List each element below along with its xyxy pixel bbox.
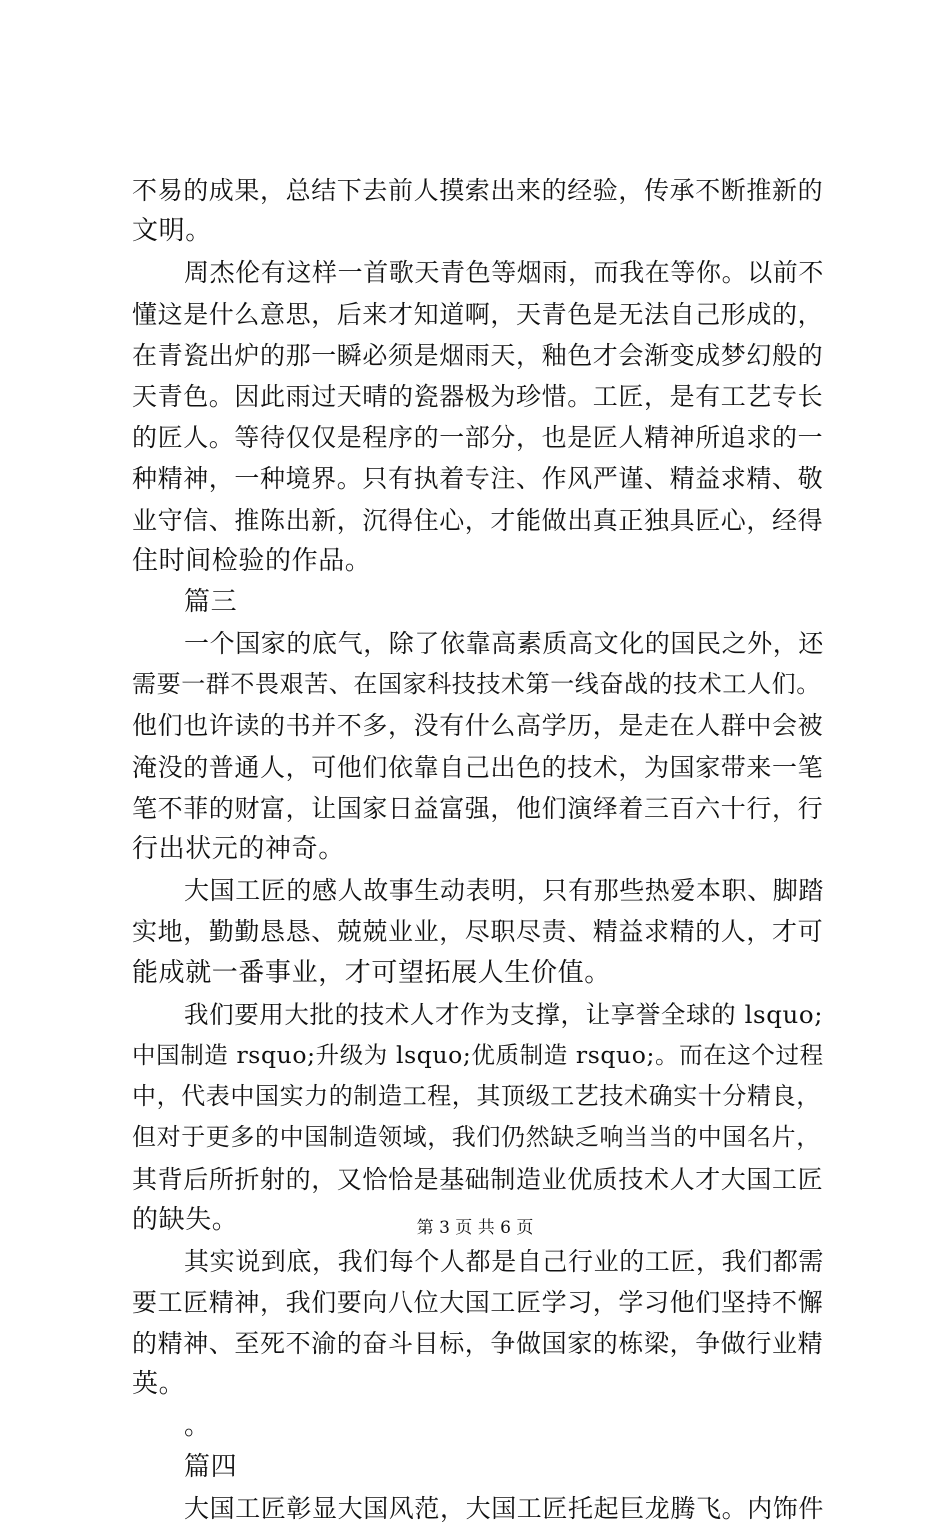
text-line: 篇四 xyxy=(184,1451,238,1482)
text-line: 文明。 xyxy=(132,216,212,247)
text-line: 住时间检验的作品。 xyxy=(132,545,372,576)
text-line: 大国工匠的感人故事生动表明，只有那些热爱本职、脚踏 xyxy=(184,876,825,906)
text-line: 在青瓷出炉的那一瞬必须是烟雨天，釉色才会渐变成梦幻般的 xyxy=(132,340,824,370)
text-line: 中国制造 rsquo;升级为 lsquo;优质制造 rsquo;。而在这个过程 xyxy=(132,1040,824,1069)
text-line: 懂这是什么意思，后来才知道啊，天青色是无法自己形成的， xyxy=(132,299,824,329)
text-line: 周杰伦有这样一首歌天青色等烟雨，而我在等你。以前不 xyxy=(184,258,825,288)
text-line: 但对于更多的中国制造领域，我们仍然缺乏响当当的中国名片， xyxy=(132,1123,821,1152)
text-line: 。 xyxy=(184,1410,211,1441)
text-line: 英。 xyxy=(132,1369,186,1400)
text-line: 中，代表中国实力的制造工程，其顶级工艺技术确实十分精良， xyxy=(132,1082,821,1111)
page-footer: 第 3 页 共 6 页 xyxy=(416,1218,534,1238)
text-line: 不易的成果，总结下去前人摸索出来的经验，传承不断推新的 xyxy=(132,176,824,205)
text-line: 实地，勤勤恳恳、兢兢业业，尽职尽责、精益求精的人，才可 xyxy=(132,917,824,947)
text-line: 行出状元的神奇。 xyxy=(132,834,345,864)
text-line: 要工匠精神，我们要向八位大国工匠学习，学习他们坚持不懈 xyxy=(132,1288,824,1318)
text-line: 种精神，一种境界。只有执着专注、作风严谨、精益求精、敬 xyxy=(132,464,824,494)
text-line: 笔不菲的财富，让国家日益富强，他们演绎着三百六十行，行 xyxy=(132,793,824,823)
text-line: 大国工匠彰显大国风范，大国工匠托起巨龙腾飞。内饰件 xyxy=(184,1494,825,1523)
text-line: 能成就一番事业，才可望拓展人生价值。 xyxy=(132,957,611,988)
text-line: 的匠人。等待仅仅是程序的一部分，也是匠人精神所追求的一 xyxy=(132,423,824,453)
text-line: 其实说到底，我们每个人都是自己行业的工匠，我们都需 xyxy=(184,1246,825,1276)
text-line: 天青色。因此雨过天晴的瓷器极为珍惜。工匠，是有工艺专长 xyxy=(132,381,824,411)
text-line: 业守信、推陈出新，沉得住心，才能做出真正独具匠心，经得 xyxy=(132,505,824,535)
text-line: 其背后所折射的，又恰恰是基础制造业优质技术人才大国工匠 xyxy=(132,1164,824,1194)
text-line: 淹没的普通人，可他们依靠自己出色的技术，为国家带来一笔 xyxy=(132,752,824,782)
text-line: 的缺失。 xyxy=(132,1204,239,1235)
text-line: 的精神、至死不渝的奋斗目标，争做国家的栋梁，争做行业精 xyxy=(132,1329,824,1359)
text-line: 我们要用大批的技术人才作为支撑，让享誉全球的 lsquo; xyxy=(184,999,824,1029)
document-body xyxy=(132,170,832,1529)
text-line: 需要一群不畏艰苦、在国家科技技术第一线奋战的技术工人们。 xyxy=(132,670,821,699)
text-line: 他们也许读的书并不多，没有什么高学历，是走在人群中会被 xyxy=(132,711,824,741)
text-line: 篇三 xyxy=(184,586,238,617)
text-line: 一个国家的底气，除了依靠高素质高文化的国民之外，还 xyxy=(184,629,825,659)
